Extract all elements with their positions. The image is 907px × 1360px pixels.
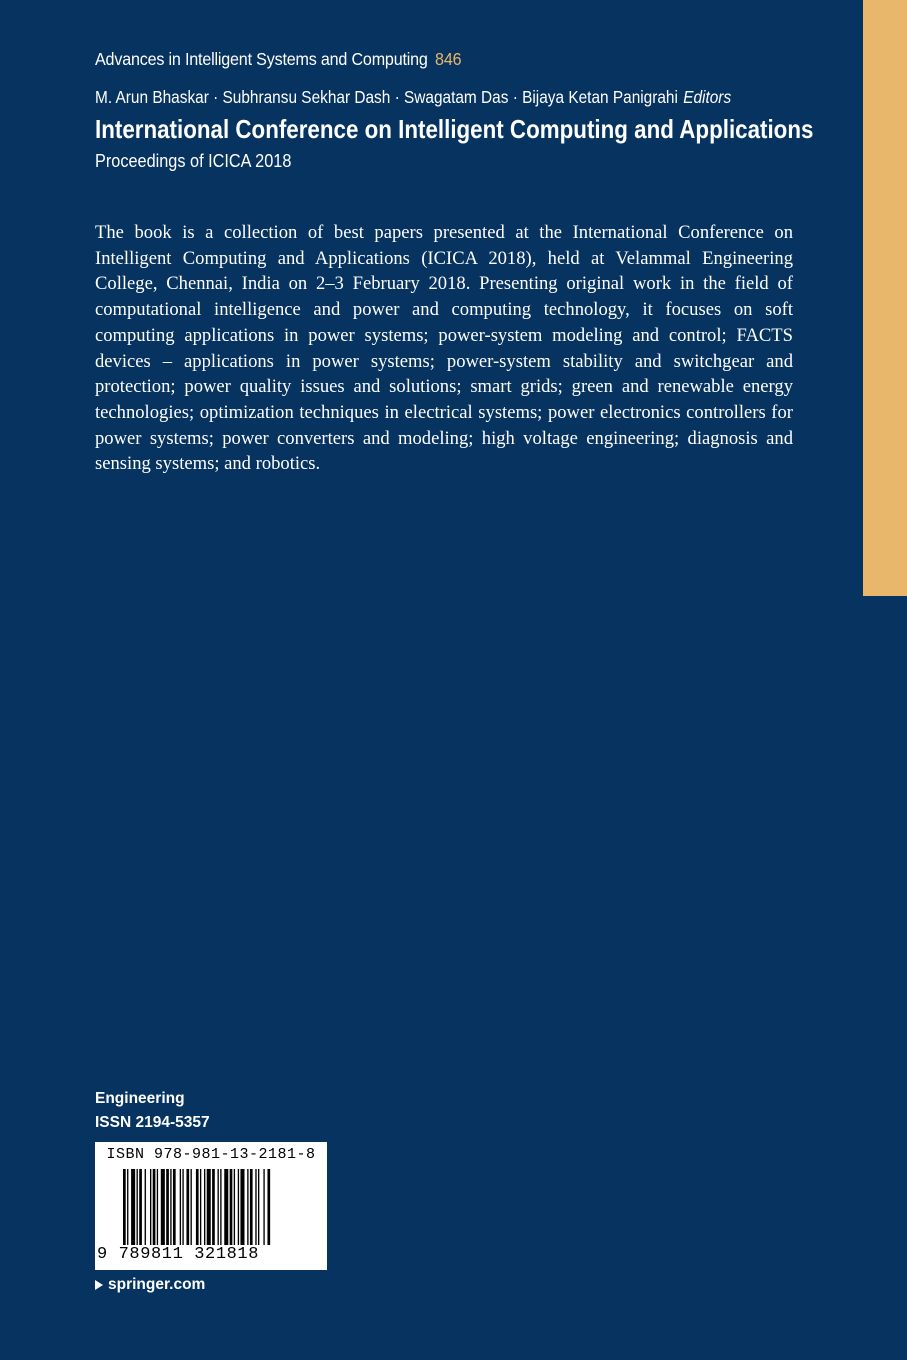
book-subtitle: Proceedings of ICICA 2018 — [95, 150, 292, 171]
isbn-barcode — [95, 1142, 327, 1270]
series-number: 846 — [435, 49, 462, 69]
isbn-label: ISBN 978-981-13-2181-8 — [106, 1146, 316, 1163]
book-description: The book is a collection of best papers presented at the International Conference on Intelligent Computing and Applications (ICICA 2018), held at Velammal Engineering College, Chennai, India on 2–3 February 2018. Presenting original work in the field of computational intelligence and power and computing technology, it focuses on soft computing applications in power systems; power-system modeling and control; FACTS devices – applications in power systems; power-system stability and switchgear and protection; power quality issues and solutions; smart grids; green and renewable energy technologies; optimization techniques in electrical systems; power electronics controllers for power systems; power converters and modeling; high voltage engineering; diagnosis and sensing systems; and robotics. — [95, 222, 793, 475]
website-label: springer.com — [108, 1276, 206, 1293]
subject-category: Engineering — [95, 1090, 185, 1107]
book-title: International Conference on Intelligent Computing and Applications — [95, 114, 814, 144]
series-line — [95, 49, 461, 70]
barcode-digits: 9 789811 321818 — [97, 1245, 260, 1264]
issn-number: ISSN 2194-5357 — [95, 1114, 210, 1131]
barcode-bars — [95, 1169, 327, 1245]
series-name: Advances in Intelligent Systems and Computing — [95, 49, 428, 69]
arrow-right-icon — [95, 1280, 103, 1290]
editors-line — [95, 87, 731, 108]
editors-role: Editors — [683, 87, 732, 107]
spine-color-tab — [863, 0, 907, 596]
website-link[interactable] — [95, 1276, 205, 1294]
editor-names: M. Arun Bhaskar · Subhransu Sekhar Dash · Swagatam Das · Bijaya Ketan Panigrahi — [95, 87, 678, 107]
